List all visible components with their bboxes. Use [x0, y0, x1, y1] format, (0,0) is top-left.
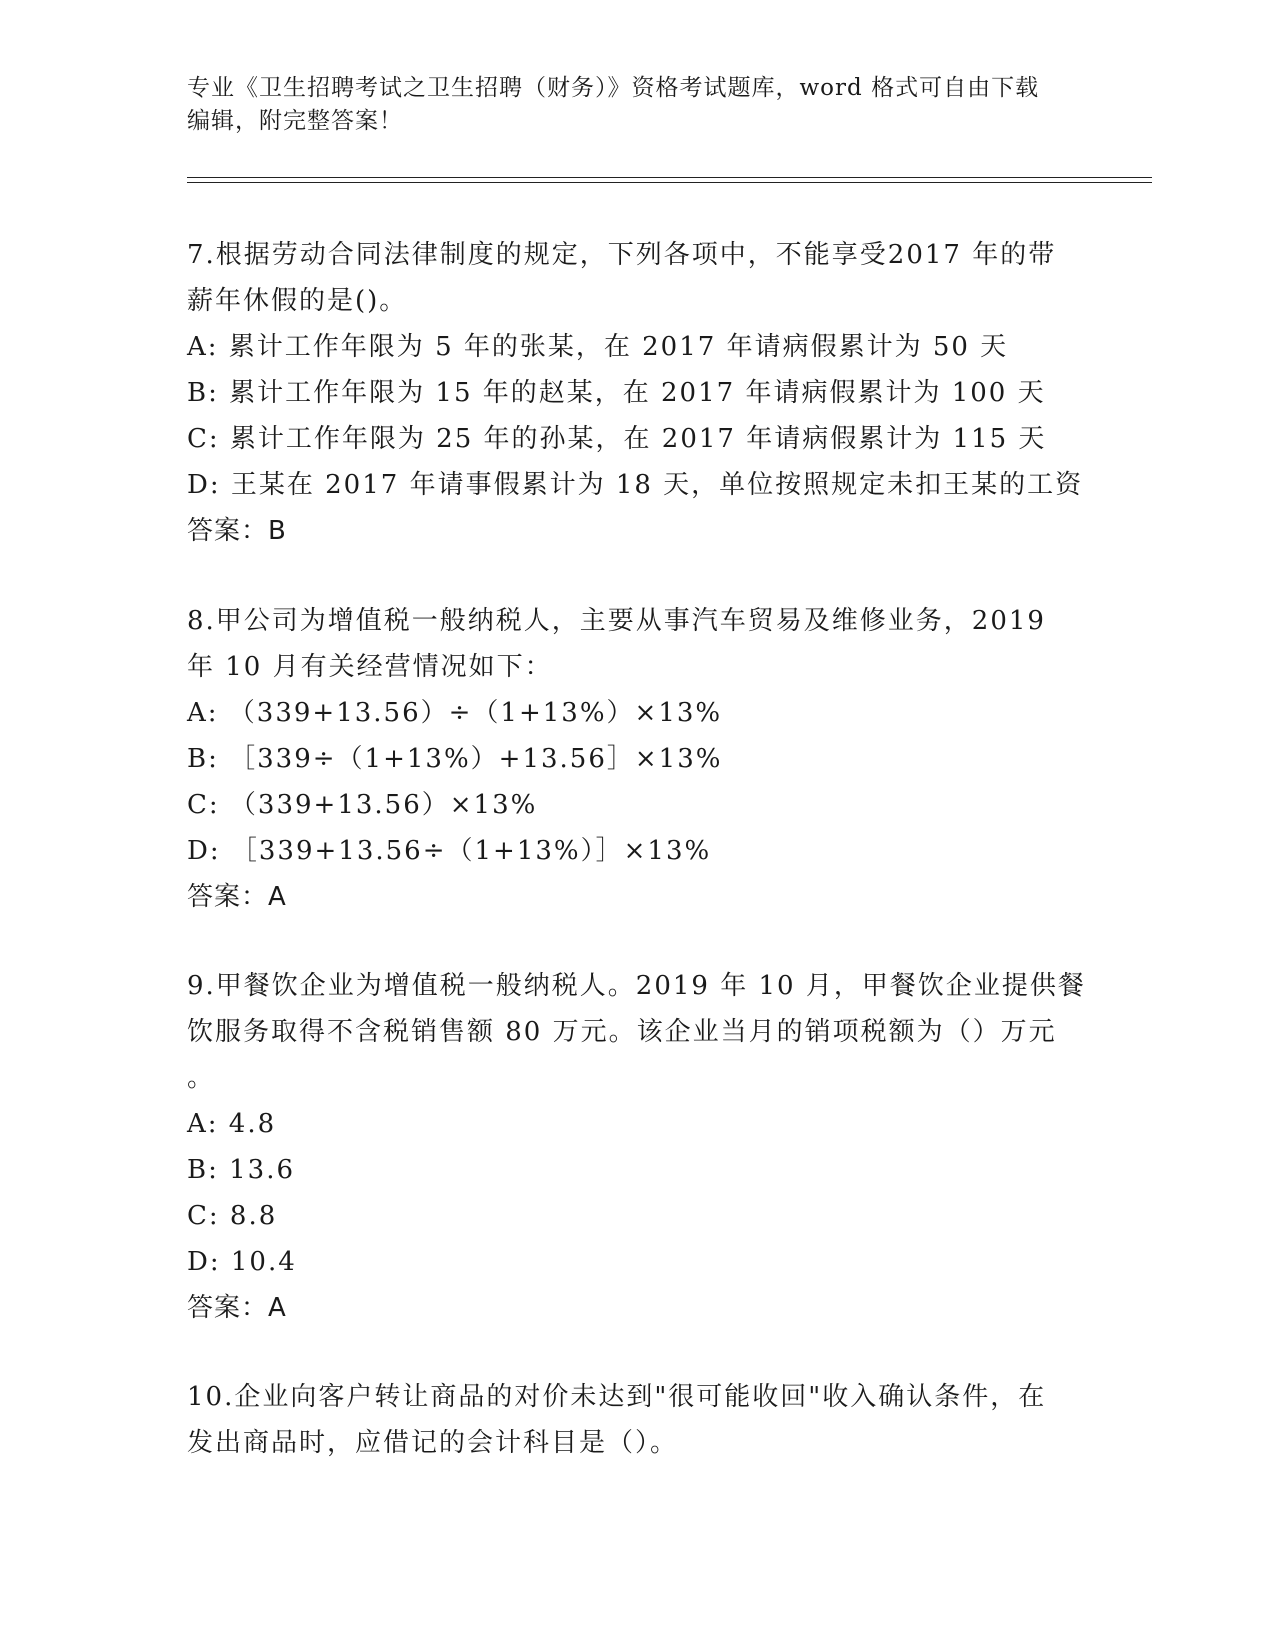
question-text-line: 饮服务取得不含税销售额 80 万元。该企业当月的销项税额为（）万元 [187, 1017, 1057, 1047]
header-divider-bottom [187, 182, 1152, 183]
question-8 [187, 598, 1087, 920]
option-d: D: 王某在 2017 年请事假累计为 18 天，单位按照规定未扣王某的工资 [187, 470, 1084, 500]
option-c: C: （339+13.56）×13% [187, 790, 538, 820]
question-text-line: 8.甲公司为增值税一般纳税人，主要从事汽车贸易及维修业务，2019 [187, 606, 1046, 636]
header-divider-top [187, 177, 1152, 178]
option-a: A: 4.8 [187, 1109, 277, 1139]
answer-label: 答案：A [187, 882, 287, 912]
option-d: D: 10.4 [187, 1247, 297, 1277]
option-c: C: 累计工作年限为 25 年的孙某，在 2017 年请病假累计为 115 天 [187, 424, 1047, 454]
option-a: A: 累计工作年限为 5 年的张某，在 2017 年请病假累计为 50 天 [187, 332, 1009, 362]
question-text-line: 发出商品时，应借记的会计科目是（）。 [187, 1428, 679, 1458]
option-b: B: 13.6 [187, 1155, 296, 1185]
question-text-line: 年 10 月有关经营情况如下： [187, 652, 553, 682]
answer-label: 答案：A [187, 1293, 287, 1323]
option-b: B: 累计工作年限为 15 年的赵某，在 2017 年请病假累计为 100 天 [187, 378, 1046, 408]
document-header [187, 72, 1067, 138]
header-line-2: 编辑，附完整答案！ [187, 108, 403, 134]
option-d: D: ［339+13.56÷（1+13%）］×13% [187, 836, 712, 866]
question-text-line: 薪年休假的是()。 [187, 286, 408, 316]
option-b: B: ［339÷（1+13%）+13.56］×13% [187, 744, 723, 774]
option-c: C: 8.8 [187, 1201, 278, 1231]
question-text-line: 。 [187, 1063, 216, 1093]
answer-label: 答案：B [187, 516, 287, 546]
question-text-line: 10.企业向客户转让商品的对价未达到"很可能收回"收入确认条件，在 [187, 1382, 1047, 1412]
question-text-line: 9.甲餐饮企业为增值税一般纳税人。2019 年 10 月，甲餐饮企业提供餐 [187, 971, 1086, 1001]
option-a: A: （339+13.56）÷（1+13%）×13% [187, 698, 723, 728]
header-line-1: 专业《卫生招聘考试之卫生招聘（财务）》资格考试题库，word 格式可自由下载 [187, 75, 1040, 101]
question-7 [187, 232, 1087, 554]
question-text-line: 7.根据劳动合同法律制度的规定，下列各项中，不能享受2017 年的带 [187, 240, 1057, 270]
question-9 [187, 963, 1087, 1331]
question-10 [187, 1374, 1087, 1466]
